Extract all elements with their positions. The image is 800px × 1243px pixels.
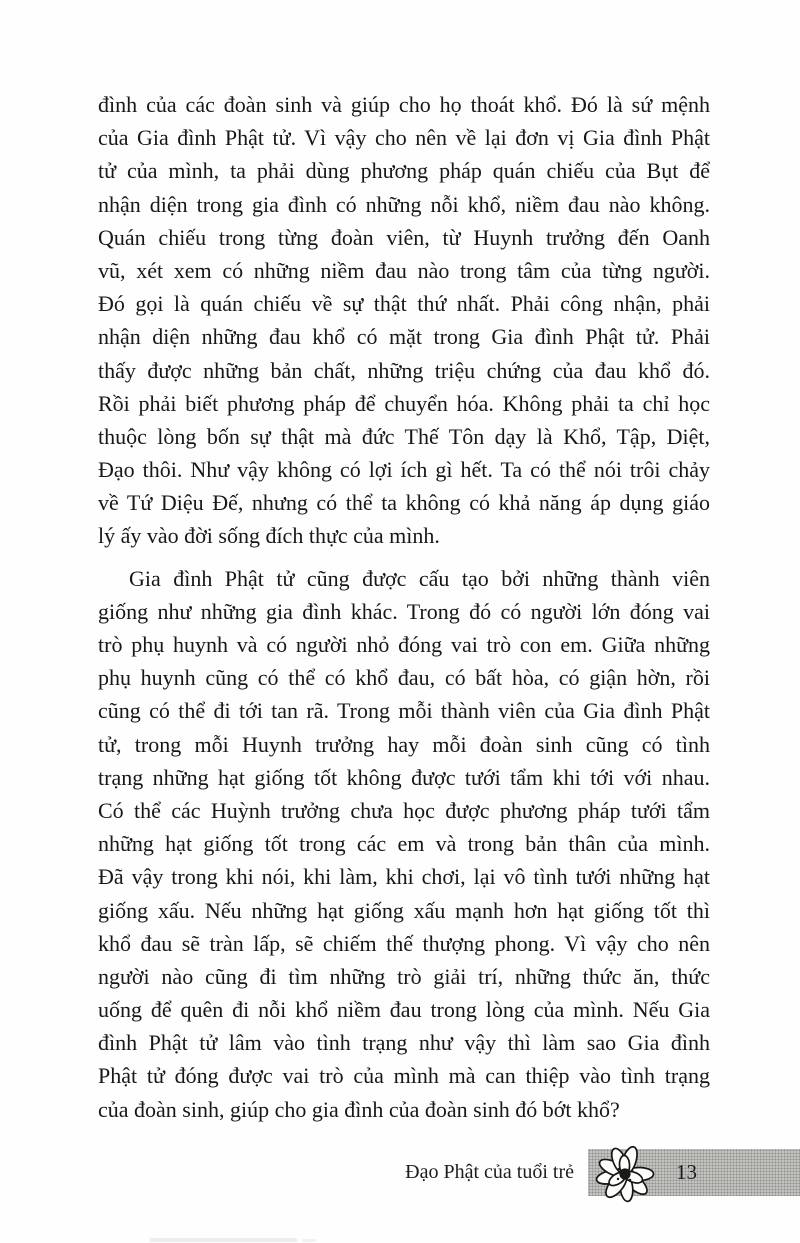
text-line: của đoàn sinh, giúp cho gia đình của đoàn sinh đó bớt khổ? bbox=[98, 1096, 620, 1122]
text-line: Rồi phải biết phương pháp để chuyển hóa. Không phải ta chỉ học bbox=[98, 390, 710, 416]
text-line: đình của các đoàn sinh và giúp cho họ thoát khổ. Đó là sứ mệnh bbox=[98, 92, 710, 117]
text-line: về Tứ Diệu Đế, nhưng có thể ta không có khả năng áp dụng giáo bbox=[98, 490, 710, 516]
text-line: thuộc lòng bốn sự thật mà đức Thế Tôn dạy là Khổ, Tập, Diệt, bbox=[98, 423, 710, 449]
text-line: Phật tử đóng được vai trò của mình mà can thiệp vào tình trạng bbox=[98, 1063, 710, 1089]
text-line: Quán chiếu trong từng đoàn viên, từ Huynh trưởng đến Oanh bbox=[98, 224, 710, 250]
text-line: khổ đau sẽ tràn lấp, sẽ chiếm thế thượng phong. Vì vậy cho nên bbox=[98, 930, 710, 956]
text-line: Đã vậy trong khi nói, khi làm, khi chơi, lại vô tình tưới những hạt bbox=[98, 864, 710, 890]
text-line: Gia đình Phật tử cũng được cấu tạo bởi những thành viên bbox=[129, 565, 710, 591]
text-line: trạng những hạt giống tốt không được tưới tẩm khi tới với nhau. bbox=[98, 764, 710, 790]
text-line: uống để quên đi nỗi khổ niềm đau trong lòng của mình. Nếu Gia bbox=[98, 997, 710, 1023]
text-line: nhận diện những đau khổ có mặt trong Gia đình Phật tử. Phải bbox=[98, 324, 710, 350]
footer-book-title: Đạo Phật của tuổi trẻ bbox=[405, 1161, 574, 1183]
scan-artifact-bar bbox=[150, 1238, 297, 1242]
page-number: 13 bbox=[676, 1160, 697, 1184]
text-line: cũng có thể đi tới tan rã. Trong mỗi thành viên của Gia đình Phật bbox=[98, 698, 710, 724]
text-line: phụ huynh cũng có thể có khổ đau, có bất hòa, có giận hờn, rồi bbox=[98, 665, 710, 691]
text-column bbox=[98, 88, 710, 1126]
text-line: người nào cũng đi tìm những trò giải trí, những thức ăn, thức bbox=[98, 963, 710, 989]
text-line: Đó gọi là quán chiếu về sự thật thứ nhất. Phải công nhận, phải bbox=[98, 291, 710, 317]
text-line: lý ấy vào đời sống đích thực của mình. bbox=[98, 523, 440, 549]
text-line: đình Phật tử lâm vào tình trạng như vậy thì làm sao Gia đình bbox=[98, 1030, 710, 1056]
text-line: tử, trong mỗi Huynh trưởng hay mỗi đoàn sinh cũng có tình bbox=[98, 731, 710, 757]
text-line: giống xấu. Nếu những hạt giống xấu mạnh hơn hạt giống tốt thì bbox=[98, 897, 710, 923]
paragraph bbox=[98, 562, 710, 1126]
text-line: tử của mình, ta phải dùng phương pháp quán chiếu của Bụt để bbox=[98, 158, 710, 184]
text-line: của Gia đình Phật tử. Vì vậy cho nên về lại đơn vị Gia đình Phật bbox=[98, 125, 710, 151]
lotus-flower-icon bbox=[586, 1140, 664, 1206]
text-line: Đạo thôi. Như vậy không có lợi ích gì hết. Ta có thể nói trôi chảy bbox=[98, 457, 710, 483]
text-line: trò phụ huynh và có người nhỏ đóng vai trò con em. Giữa những bbox=[98, 632, 710, 657]
text-line: những hạt giống tốt trong các em và trong bản thân của mình. bbox=[98, 831, 710, 857]
paragraph bbox=[98, 88, 710, 553]
scan-artifact-dash bbox=[302, 1239, 316, 1242]
text-line: giống như những gia đình khác. Trong đó có người lớn đóng vai bbox=[98, 598, 710, 624]
text-line: vũ, xét xem có những niềm đau nào trong tâm của từng người. bbox=[98, 257, 710, 283]
text-line: nhận diện trong gia đình có những nỗi khổ, niềm đau nào không. bbox=[98, 191, 710, 217]
text-line: Có thể các Huỳnh trưởng chưa học được phương pháp tưới tẩm bbox=[98, 797, 710, 823]
text-line: thấy được những bản chất, những triệu chứng của đau khổ đó. bbox=[98, 357, 710, 383]
